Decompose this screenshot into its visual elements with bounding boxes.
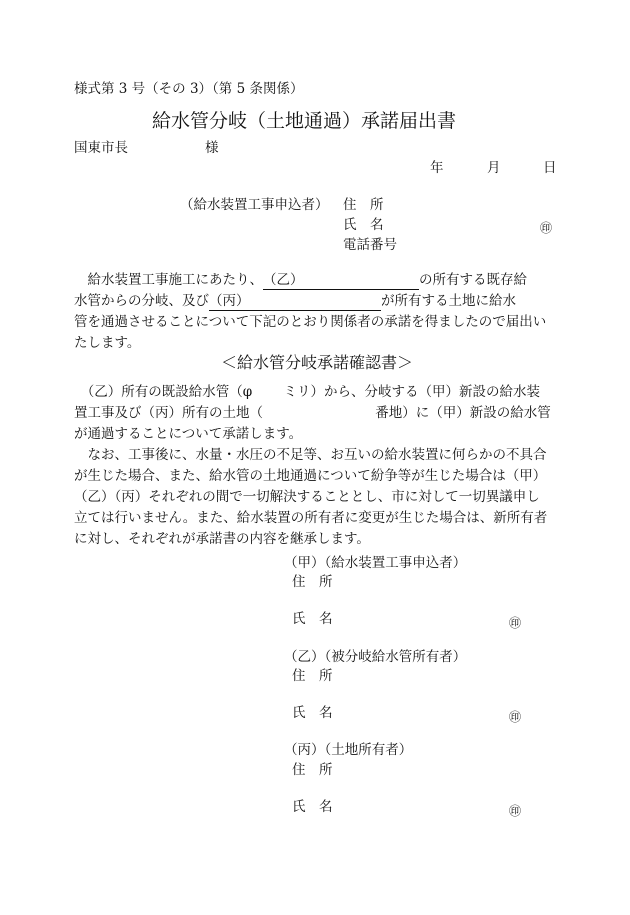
form-number: 様式第 3 号（その 3）（第 5 条関係） (74, 81, 304, 97)
blank-otsu: （乙） (263, 272, 419, 290)
party-otsu-name-label: 氏 名 (292, 705, 333, 721)
party-ko-name-label: 氏 名 (292, 611, 333, 627)
addressee-honorific: 様 (205, 140, 219, 156)
blank-hei: （丙） (209, 293, 381, 311)
seal-mark: ㊞ (509, 804, 522, 818)
applicant-phone-label: 電話番号 (343, 237, 397, 253)
party-hei-name-label: 氏 名 (292, 799, 333, 815)
body-line: 置工事及び（丙）所有の土地（ 番地）に（甲）新設の給水管 (74, 405, 551, 421)
intro-line-4: たします。 (74, 335, 141, 351)
body-line: に対し、それぞれが承諾書の内容を継承します。 (74, 531, 370, 547)
applicant-name-label: 氏 名 (343, 217, 384, 233)
party-hei-address-label: 住 所 (292, 762, 333, 778)
applicant-address-label: 住 所 (343, 197, 384, 213)
section-title: ＜給水管分岐承諾確認書＞ (221, 353, 414, 372)
body-line: 立ては行いません。また、給水装置の所有者に変更が生じた場合は、新所有者 (74, 510, 548, 526)
date-day-label: 日 (543, 160, 557, 176)
party-ko-address-label: 住 所 (292, 574, 333, 590)
applicant-role: （給水装置工事申込者） (180, 197, 329, 213)
party-hei-heading: （丙）（土地所有者） (284, 742, 413, 758)
consent-body (74, 382, 562, 550)
addressee-name: 国東市長 (74, 140, 128, 156)
seal-mark: ㊞ (509, 710, 522, 724)
intro-line-3: 管を通過させることについて下記のとおり関係者の承諾を得ましたので届出い (74, 314, 547, 330)
page-title: 給水管分岐（土地通過）承諾届出書 (152, 110, 457, 132)
seal-mark: ㊞ (540, 221, 553, 235)
intro-paragraph (74, 270, 562, 354)
date-month-label: 月 (487, 160, 501, 176)
party-otsu-address-label: 住 所 (292, 668, 333, 684)
intro-line-1: 給水装置工事施工にあたり、（乙） の所有する既存給 (74, 272, 527, 288)
intro-line-2: 水管からの分岐、及び（丙） が所有する土地に給水 (74, 293, 516, 309)
seal-mark: ㊞ (509, 616, 522, 630)
body-line: なお、工事後に、水量・水圧の不足等、お互いの給水装置に何らかの不具合 (74, 447, 547, 463)
body-line: （乙）所有の既設給水管（φ ミリ）から、分岐する（甲）新設の給水装 (74, 384, 540, 400)
party-ko-heading: （甲）（給水装置工事申込者） (284, 555, 467, 571)
body-line: が通過することについて承諾します。 (74, 426, 303, 442)
body-line: が生じた場合、また、給水管の土地通過について紛争等が生じた場合は（甲） (74, 468, 547, 484)
body-line: （乙）（丙）それぞれの間で一切解決することとし、市に対して一切異議申し (74, 489, 540, 505)
date-year-label: 年 (430, 160, 444, 176)
party-otsu-heading: （乙）（被分岐給水管所有者） (284, 649, 467, 665)
